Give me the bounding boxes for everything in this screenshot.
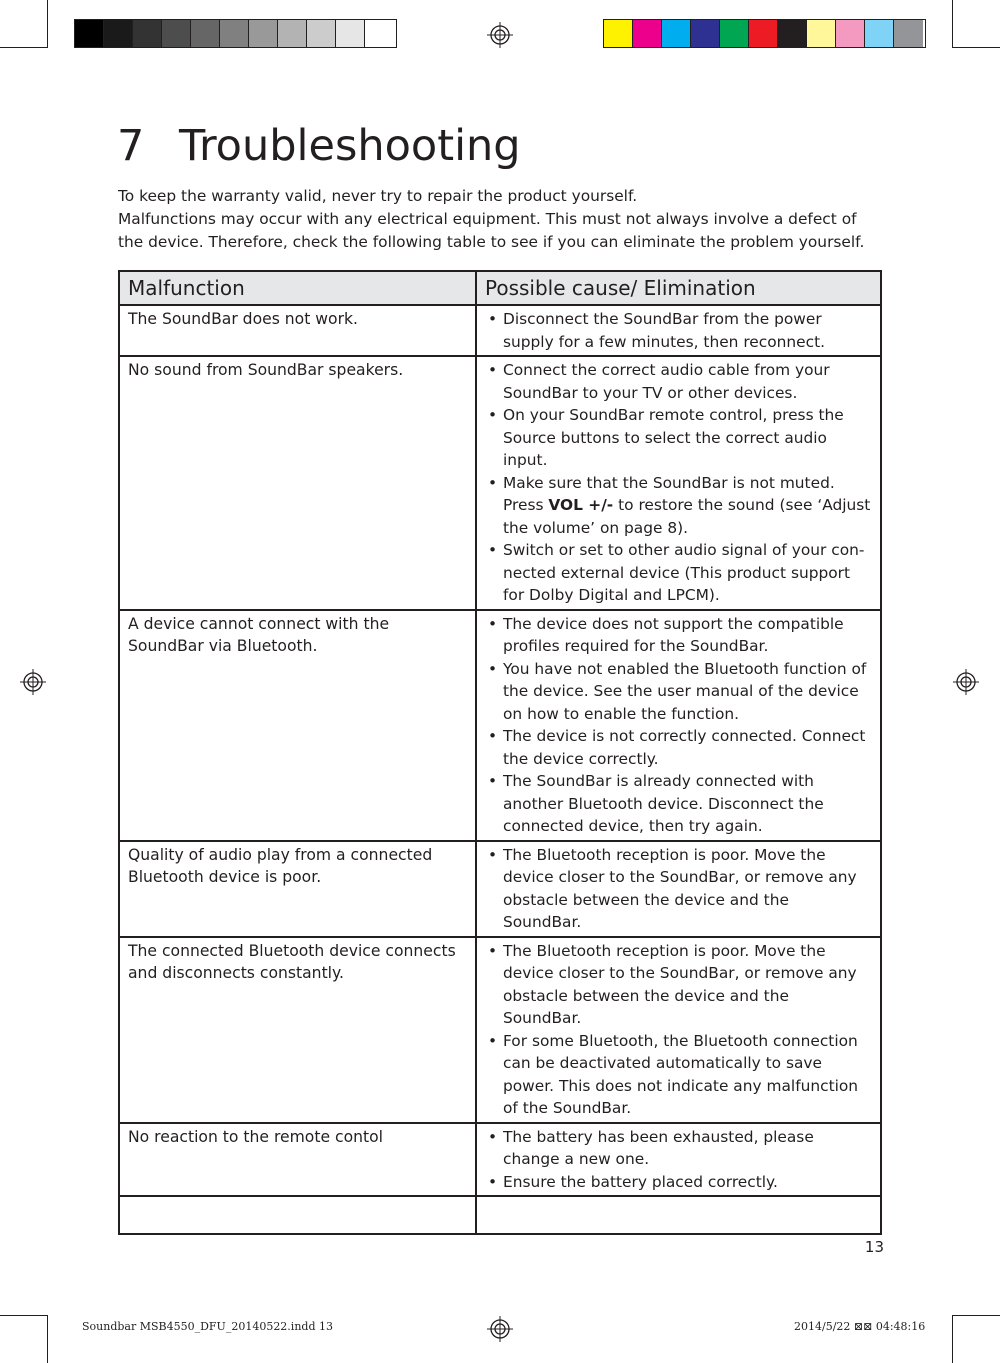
color-swatch [104,20,133,47]
color-swatch [691,20,720,47]
cause-list [485,940,872,1120]
page-number: 13 [864,1238,884,1256]
chapter-number: 7 [117,121,145,171]
crop-mark [952,0,953,48]
color-swatch [307,20,336,47]
empty-cell [476,1196,881,1234]
table-row [119,356,881,610]
crop-mark [952,1315,953,1363]
color-swatch [75,20,104,47]
malfunction-cell: Quality of audio play from a connected Bluetooth device is poor. [119,841,476,937]
crop-mark [0,1315,48,1316]
registration-mark-icon [20,669,46,695]
print-slug-file: Soundbar MSB4550_DFU_20140522.indd 13 [82,1320,333,1333]
cause-list [485,613,872,838]
table-row [119,841,881,937]
print-slug-date: 2014/5/22 ⊠⊠ 04:48:16 [794,1320,926,1333]
cause-item: • Switch or set to other audio signal of your con-nected external device (This product support for Dolby Digital and LPCM). [485,539,872,607]
cause-item: • The device does not support the compatible profiles required for the SoundBar. [485,613,872,658]
registration-mark-icon [953,669,979,695]
color-swatch [249,20,278,47]
cause-list [485,1126,872,1194]
cause-list [485,844,872,934]
cause-item: • The SoundBar is already connected with another Bluetooth device. Disconnect the connected device, then try again. [485,770,872,838]
cause-text: Make sure that the SoundBar is not muted. Press [503,473,835,514]
cause-cell [476,610,881,841]
intro-text [118,185,878,254]
color-swatch [220,20,249,47]
cause-text: to restore the sound (see ‘Adjust the volume’ on page 8). [503,496,871,537]
color-swatch [865,20,894,47]
color-swatch [191,20,220,47]
cause-list [485,359,872,607]
cause-item: • On your SoundBar remote control, press the Source buttons to select the correct audio input. [485,404,872,472]
cause-cell [476,305,881,356]
crop-mark [47,1315,48,1363]
column-header-cause: Possible cause/ Elimination [476,271,881,305]
color-swatch [162,20,191,47]
column-header-malfunction: Malfunction [119,271,476,305]
malfunction-cell: The connected Bluetooth device connects and disconnects constantly. [119,937,476,1123]
color-swatch [836,20,865,47]
crop-mark [47,0,48,48]
cause-item [485,472,872,540]
color-swatch [807,20,836,47]
intro-paragraph: To keep the warranty valid, never try to repair the product yourself. [118,187,638,205]
empty-cell [119,1196,476,1234]
malfunction-cell: The SoundBar does not work. [119,305,476,356]
table-header-row [119,271,881,305]
color-swatch [133,20,162,47]
cause-item: • For some Bluetooth, the Bluetooth connection can be deactivated automatically to save power. This does not indicate any malfunction of the SoundBar. [485,1030,872,1120]
malfunction-cell: No sound from SoundBar speakers. [119,356,476,610]
cause-cell [476,356,881,610]
cause-item: • Connect the correct audio cable from your SoundBar to your TV or other devices. [485,359,872,404]
cause-item: • Disconnect the SoundBar from the power supply for a few minutes, then reconnect. [485,308,872,353]
color-swatch [633,20,662,47]
color-swatch [894,20,923,47]
process-color-bar [603,19,926,48]
registration-mark-icon [487,22,513,48]
color-swatch [604,20,633,47]
registration-mark-icon [487,1316,513,1342]
malfunction-cell: A device cannot connect with the SoundBar via Bluetooth. [119,610,476,841]
table-row [119,610,881,841]
color-swatch [778,20,807,47]
grayscale-color-bar [74,19,397,48]
color-swatch [662,20,691,47]
crop-mark [952,1315,1000,1316]
cause-cell [476,841,881,937]
table-row [119,937,881,1123]
cause-list [485,308,872,353]
color-swatch [720,20,749,47]
table-row [119,305,881,356]
cause-item: • The Bluetooth reception is poor. Move the device closer to the SoundBar, or remove any obstacle between the device and the SoundBar. [485,940,872,1030]
color-swatch [278,20,307,47]
empty-table-row [119,1196,881,1234]
malfunction-cell: No reaction to the remote contol [119,1123,476,1197]
cause-item: • The Bluetooth reception is poor. Move the device closer to the SoundBar, or remove any obstacle between the device and the SoundBar. [485,844,872,934]
cause-item: • The device is not correctly connected. Connect the device correctly. [485,725,872,770]
cause-cell [476,1123,881,1197]
crop-mark [0,47,48,48]
cause-item: • Ensure the battery placed correctly. [485,1171,872,1194]
cause-item: • You have not enabled the Bluetooth function of the device. See the user manual of the device on how to enable the function. [485,658,872,726]
chapter-heading [117,118,521,178]
table-row [119,1123,881,1197]
button-name: VOL +/- [548,496,614,514]
chapter-title: Troubleshooting [179,121,521,171]
crop-mark [952,47,1000,48]
color-swatch [749,20,778,47]
intro-paragraph: Malfunctions may occur with any electrical equipment. This must not always involve a defect of the device. Therefore, check the following table to see if you can eliminate the problem yourself. [118,210,865,251]
troubleshooting-table [118,270,882,1235]
color-swatch [336,20,365,47]
cause-cell [476,937,881,1123]
cause-item: • The battery has been exhausted, please change a new one. [485,1126,872,1171]
color-swatch [365,20,394,47]
